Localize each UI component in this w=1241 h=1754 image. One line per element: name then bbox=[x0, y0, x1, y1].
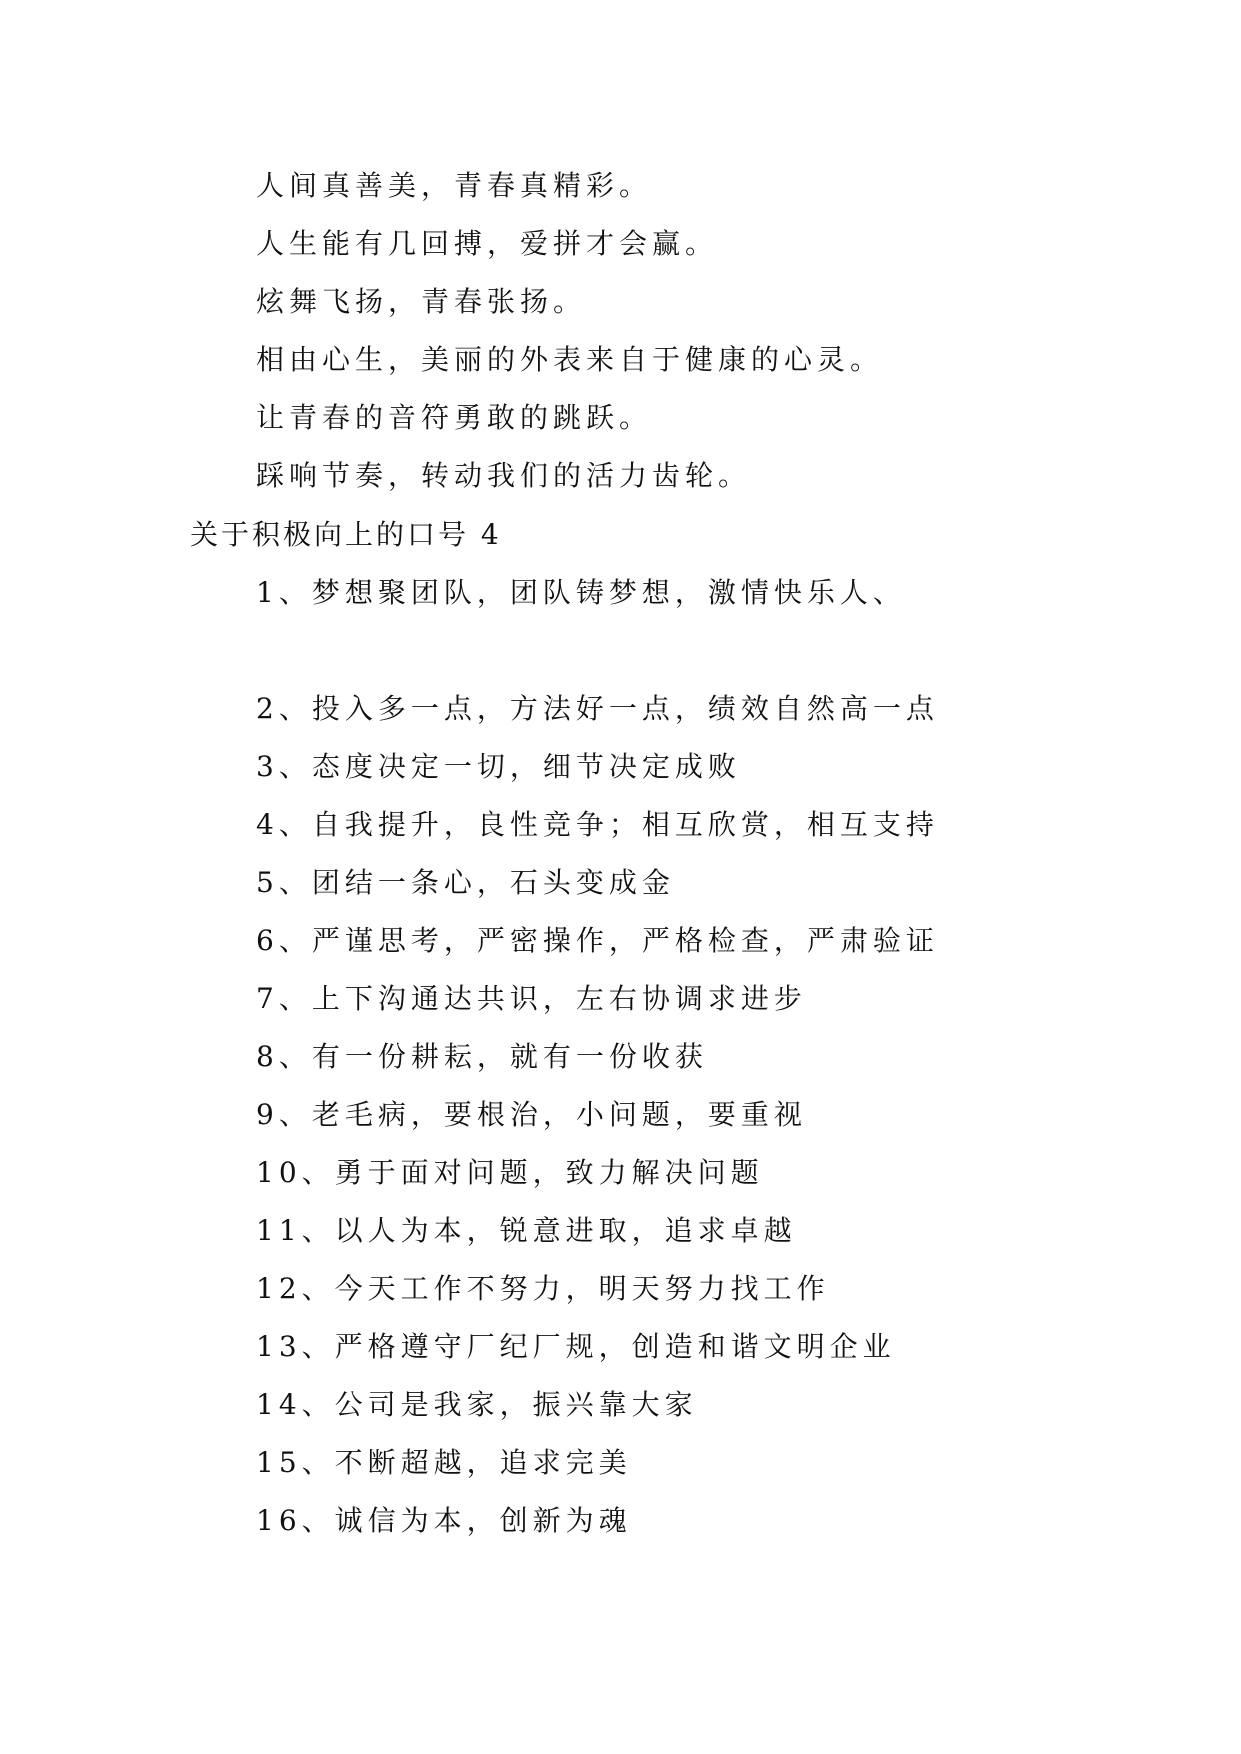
slogan-item: 16、诚信为本，创新为魂 bbox=[256, 1504, 632, 1537]
slogan-item: 8、有一份耕耘，就有一份收获 bbox=[256, 1040, 708, 1073]
slogan-item: 1、梦想聚团队，团队铸梦想，激情快乐人、 bbox=[256, 576, 906, 609]
slogan-item: 5、团结一条心，石头变成金 bbox=[256, 866, 675, 899]
slogan-item: 3、态度决定一切，细节决定成败 bbox=[256, 750, 741, 783]
slogan-item: 9、老毛病，要根治，小问题，要重视 bbox=[256, 1098, 807, 1131]
slogan-item: 6、严谨思考，严密操作，严格检查，严肃验证 bbox=[256, 924, 939, 957]
intro-line: 人生能有几回搏，爱拼才会赢。 bbox=[256, 227, 719, 260]
intro-line: 让青春的音符勇敢的跳跃。 bbox=[256, 401, 653, 434]
slogan-item: 15、不断超越，追求完美 bbox=[256, 1446, 632, 1479]
intro-line: 人间真善美，青春真精彩。 bbox=[256, 169, 653, 202]
slogan-item: 4、自我提升，良性竞争；相互欣赏，相互支持 bbox=[256, 808, 939, 841]
intro-line: 相由心生，美丽的外表来自于健康的心灵。 bbox=[256, 343, 884, 376]
intro-line: 炫舞飞扬，青春张扬。 bbox=[256, 285, 587, 318]
slogan-item: 12、今天工作不努力，明天努力找工作 bbox=[256, 1272, 830, 1305]
slogan-item: 2、投入多一点，方法好一点，绩效自然高一点 bbox=[256, 692, 939, 725]
intro-line: 踩响节奏，转动我们的活力齿轮。 bbox=[256, 459, 752, 492]
slogan-item: 13、严格遵守厂纪厂规，创造和谐文明企业 bbox=[256, 1330, 896, 1363]
slogan-item: 10、勇于面对问题，致力解决问题 bbox=[256, 1156, 764, 1189]
slogan-item: 11、以人为本，锐意进取，追求卓越 bbox=[256, 1214, 797, 1247]
section-heading: 关于积极向上的口号 4 bbox=[190, 518, 502, 551]
slogan-item: 14、公司是我家，振兴靠大家 bbox=[256, 1388, 698, 1421]
slogan-item: 7、上下沟通达共识，左右协调求进步 bbox=[256, 982, 807, 1015]
